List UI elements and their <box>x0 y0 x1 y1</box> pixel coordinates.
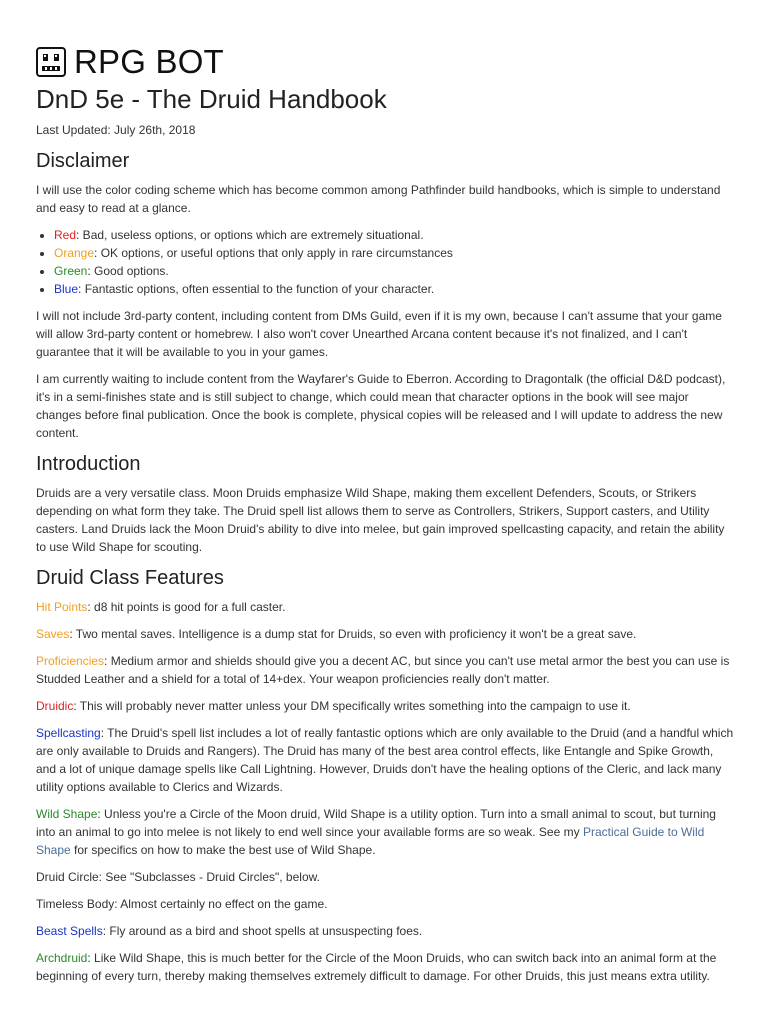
feature-text-archdruid: : Like Wild Shape, this is much better for the Circle of the Moon Druids, who can switch back into an animal form at the beginning of every turn, thereby making themselves extremely difficult to damage. For other Druids, this just means extra utility. <box>36 951 717 983</box>
feature-hit-points <box>36 598 736 616</box>
color-legend-list <box>36 226 736 298</box>
article-content <box>36 144 736 994</box>
legend-text-blue: : Fantastic options, often essential to the function of your character. <box>78 282 435 296</box>
feature-text-beast-spells: : Fly around as a bird and shoot spells at unsuspecting foes. <box>102 924 423 938</box>
legend-item-blue <box>54 280 736 298</box>
feature-label-archdruid: Archdruid <box>36 951 88 965</box>
feature-saves <box>36 625 736 643</box>
legend-text-orange: : OK options, or useful options that only apply in rare circumstances <box>94 246 453 260</box>
feature-label-hit-points: Hit Points <box>36 600 88 614</box>
feature-text-hit-points: : d8 hit points is good for a full caster. <box>87 600 286 614</box>
disclaimer-heading: Disclaimer <box>36 150 130 172</box>
feature-spellcasting <box>36 724 736 796</box>
introduction-paragraph: Druids are a very versatile class. Moon Druids emphasize Wild Shape, making them excellent Defenders, Scouts, or Strikers depending on what form they take. The Druid spell list allows them to serve as Controllers, Strikers, Support casters, and Utility casters. Land Druids lack the Moon Druid's ability to dive into melee, but gain improved spellcasting capacity, and retain the ability to use Wild Shape for scouting. <box>36 486 725 554</box>
legend-text-red: : Bad, useless options, or options which are extremely situational. <box>76 228 424 242</box>
legend-item-orange <box>54 244 736 262</box>
introduction-heading: Introduction <box>36 453 141 475</box>
feature-text-proficiencies: : Medium armor and shields should give you a decent AC, but since you can't use metal armor the best you can use is Studded Leather and a shield for a total of 14+dex. Your weapon proficiencies really don't matter. <box>36 654 730 686</box>
class-features-heading: Druid Class Features <box>36 567 224 589</box>
third-party-paragraph: I will not include 3rd-party content, including content from DMs Guild, even if it is my own, because I can't assume that your game will allow 3rd-party content or homebrew. I also won't cover Unearthed Arcana content because it's not finalized, and I can't guarantee that it will be available to you in your games. <box>36 309 722 359</box>
feature-label-proficiencies: Proficiencies <box>36 654 105 668</box>
feature-druidic <box>36 697 736 715</box>
eberron-paragraph: I am currently waiting to include content from the Wayfarer's Guide to Eberron. According to Dragontalk (the official D&D podcast), it's in a semi-finishes state and is still subject to change, which could mean that character options in the book will see major changes before final publication. Once the book is complete, physical copies will be released and I will update to address the new content. <box>36 372 726 440</box>
legend-label-green: Green <box>54 264 88 278</box>
feature-text-druidic: : This will probably never matter unless your DM specifically writes something into the campaign to use it. <box>73 699 631 713</box>
legend-label-orange: Orange <box>54 246 95 260</box>
last-updated: Last Updated: July 26th, 2018 <box>36 123 196 137</box>
legend-item-red <box>54 226 736 244</box>
legend-label-red: Red <box>54 228 77 242</box>
feature-label-spellcasting: Spellcasting <box>36 726 101 740</box>
feature-text-spellcasting: : The Druid's spell list includes a lot of really fantastic options which are only available to the Druid (and a handful which are only available to Druids and Rangers). The Druid has many of the best area control effects, like Entangle and Spike Growth, and a lot of unique damage spells like Call Lightning. However, Druids don't have the healing options of the Cleric, and lack many utility options available to Clerics and Wizards. <box>36 726 734 794</box>
feature-timeless-body: Timeless Body: Almost certainly no effect on the game. <box>36 897 328 911</box>
wild-shape-guide-link[interactable]: Practical Guide to Wild Shape <box>36 825 705 857</box>
legend-text-green: : Good options. <box>87 264 169 278</box>
feature-text-wild-shape-after: for specifics on how to make the best use of Wild Shape. <box>70 843 376 857</box>
page-title: DnD 5e - The Druid Handbook <box>36 84 387 114</box>
feature-text-wild-shape: : Unless you're a Circle of the Moon druid, Wild Shape is a utility option. Turn into a small animal to scout, but turning into an animal to go into melee is not likely to end well since your available forms are so weak. See my <box>36 807 716 839</box>
legend-item-green <box>54 262 736 280</box>
robot-face-icon <box>36 47 66 77</box>
feature-label-saves: Saves <box>36 627 70 641</box>
disclaimer-intro: I will use the color coding scheme which has become common among Pathfinder build handbooks, which is simple to understand and easy to read at a glance. <box>36 183 721 215</box>
brand-name: RPG BOT <box>74 43 224 80</box>
feature-wild-shape <box>36 805 736 859</box>
feature-label-druidic: Druidic <box>36 699 74 713</box>
feature-label-beast-spells: Beast Spells <box>36 924 103 938</box>
feature-proficiencies <box>36 652 736 688</box>
feature-beast-spells <box>36 922 736 940</box>
feature-archdruid <box>36 949 736 985</box>
feature-label-wild-shape: Wild Shape <box>36 807 98 821</box>
feature-text-saves: : Two mental saves. Intelligence is a dump stat for Druids, so even with proficiency it won't be a great save. <box>69 627 637 641</box>
site-brand[interactable] <box>36 44 224 80</box>
legend-label-blue: Blue <box>54 282 79 296</box>
feature-druid-circle: Druid Circle: See "Subclasses - Druid Circles", below. <box>36 870 320 884</box>
